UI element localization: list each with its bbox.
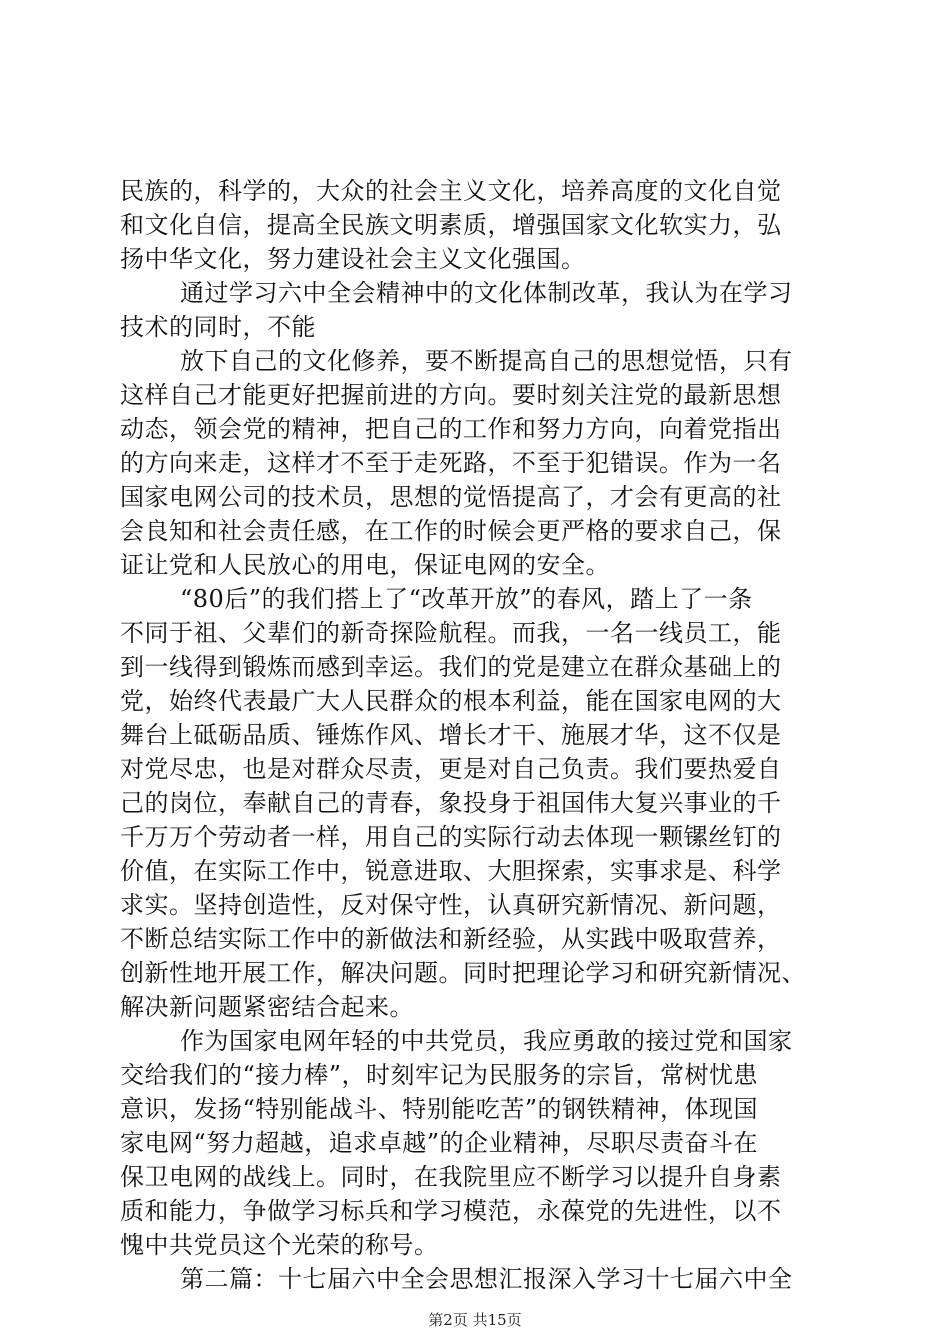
text-line: 证让党和人民放心的用电，保证电网的安全。	[120, 551, 610, 579]
text-line: 己的岗位，奉献自己的青春，象投身于祖国伟大复兴事业的千	[120, 789, 782, 817]
paragraph-first-line: “80后”的我们搭上了“改革开放”的春风，踏上了一条	[180, 585, 753, 613]
text-line: 民族的，科学的，大众的社会主义文化，培养高度的文化自觉	[120, 177, 782, 205]
text-line: 交给我们的“接力棒”，时刻牢记为民服务的宗旨，常树忧患	[120, 1061, 759, 1089]
text-line: 这样自己才能更好把握前进的方向。要时刻关注党的最新思想	[120, 381, 782, 409]
text-line: 意识，发扬“特别能战斗、特别能吃苦”的钢铁精神，体现国	[120, 1095, 759, 1123]
text-line: 舞台上砥砺品质、锤炼作风、增长才干、施展才华，这不仅是	[120, 721, 782, 749]
text-line: 和文化自信，提高全民族文明素质，增强国家文化软实力，弘	[120, 211, 782, 239]
text-line: 保卫电网的战线上。同时，在我院里应不断学习以提升自身素	[120, 1163, 782, 1191]
text-line: 党，始终代表最广大人民群众的根本利益，能在国家电网的大	[120, 687, 782, 715]
text-line: 技术的同时，不能	[120, 313, 316, 341]
paragraph-first-line: 放下自己的文化修养，要不断提高自己的思想觉悟，只有	[180, 347, 793, 375]
text-line: 到一线得到锻炼而感到幸运。我们的党是建立在群众基础上的	[120, 653, 782, 681]
text-line: 国家电网公司的技术员，思想的觉悟提高了，才会有更高的社	[120, 483, 782, 511]
text-line: 扬中华文化，努力建设社会主义文化强国。	[120, 245, 586, 273]
text-line: 家电网“努力超越，追求卓越”的企业精神，尽职尽责奋斗在	[120, 1129, 759, 1157]
section-heading-line: 第二篇：十七届六中全会思想汇报深入学习十七届六中全	[180, 1265, 793, 1293]
text-line: 不断总结实际工作中的新做法和新经验，从实践中吸取营养，	[120, 925, 782, 953]
text-line: 求实。坚持创造性，反对保守性，认真研究新情况、新问题，	[120, 891, 782, 919]
text-line: 动态，领会党的精神，把自己的工作和努力方向，向着党指出	[120, 415, 782, 443]
text-line: 对党尽忠，也是对群众尽责，更是对自己负责。我们要热爱自	[120, 755, 782, 783]
text-line: 解决新问题紧密结合起来。	[120, 993, 414, 1021]
paragraph-first-line: 通过学习六中全会精神中的文化体制改革，我认为在学习	[180, 279, 793, 307]
text-line: 创新性地开展工作，解决问题。同时把理论学习和研究新情况、	[120, 959, 806, 987]
text-line: 价值，在实际工作中，锐意进取、大胆探索，实事求是、科学	[120, 857, 782, 885]
text-line: 不同于祖、父辈们的新奇探险航程。而我，一名一线员工，能	[120, 619, 782, 647]
text-line: 愧中共党员这个光荣的称号。	[120, 1231, 439, 1259]
text-line: 千万万个劳动者一样，用自己的实际行动去体现一颗镙丝钉的	[120, 823, 782, 851]
paragraph-first-line: 作为国家电网年轻的中共党员，我应勇敢的接过党和国家	[180, 1027, 793, 1055]
text-line: 质和能力，争做学习标兵和学习模范，永葆党的先进性，以不	[120, 1197, 782, 1225]
text-line: 会良知和社会责任感，在工作的时候会更严格的要求自己，保	[120, 517, 782, 545]
page-footer: 第2页 共15页	[428, 1311, 522, 1329]
text-line: 的方向来走，这样才不至于走死路，不至于犯错误。作为一名	[120, 449, 782, 477]
